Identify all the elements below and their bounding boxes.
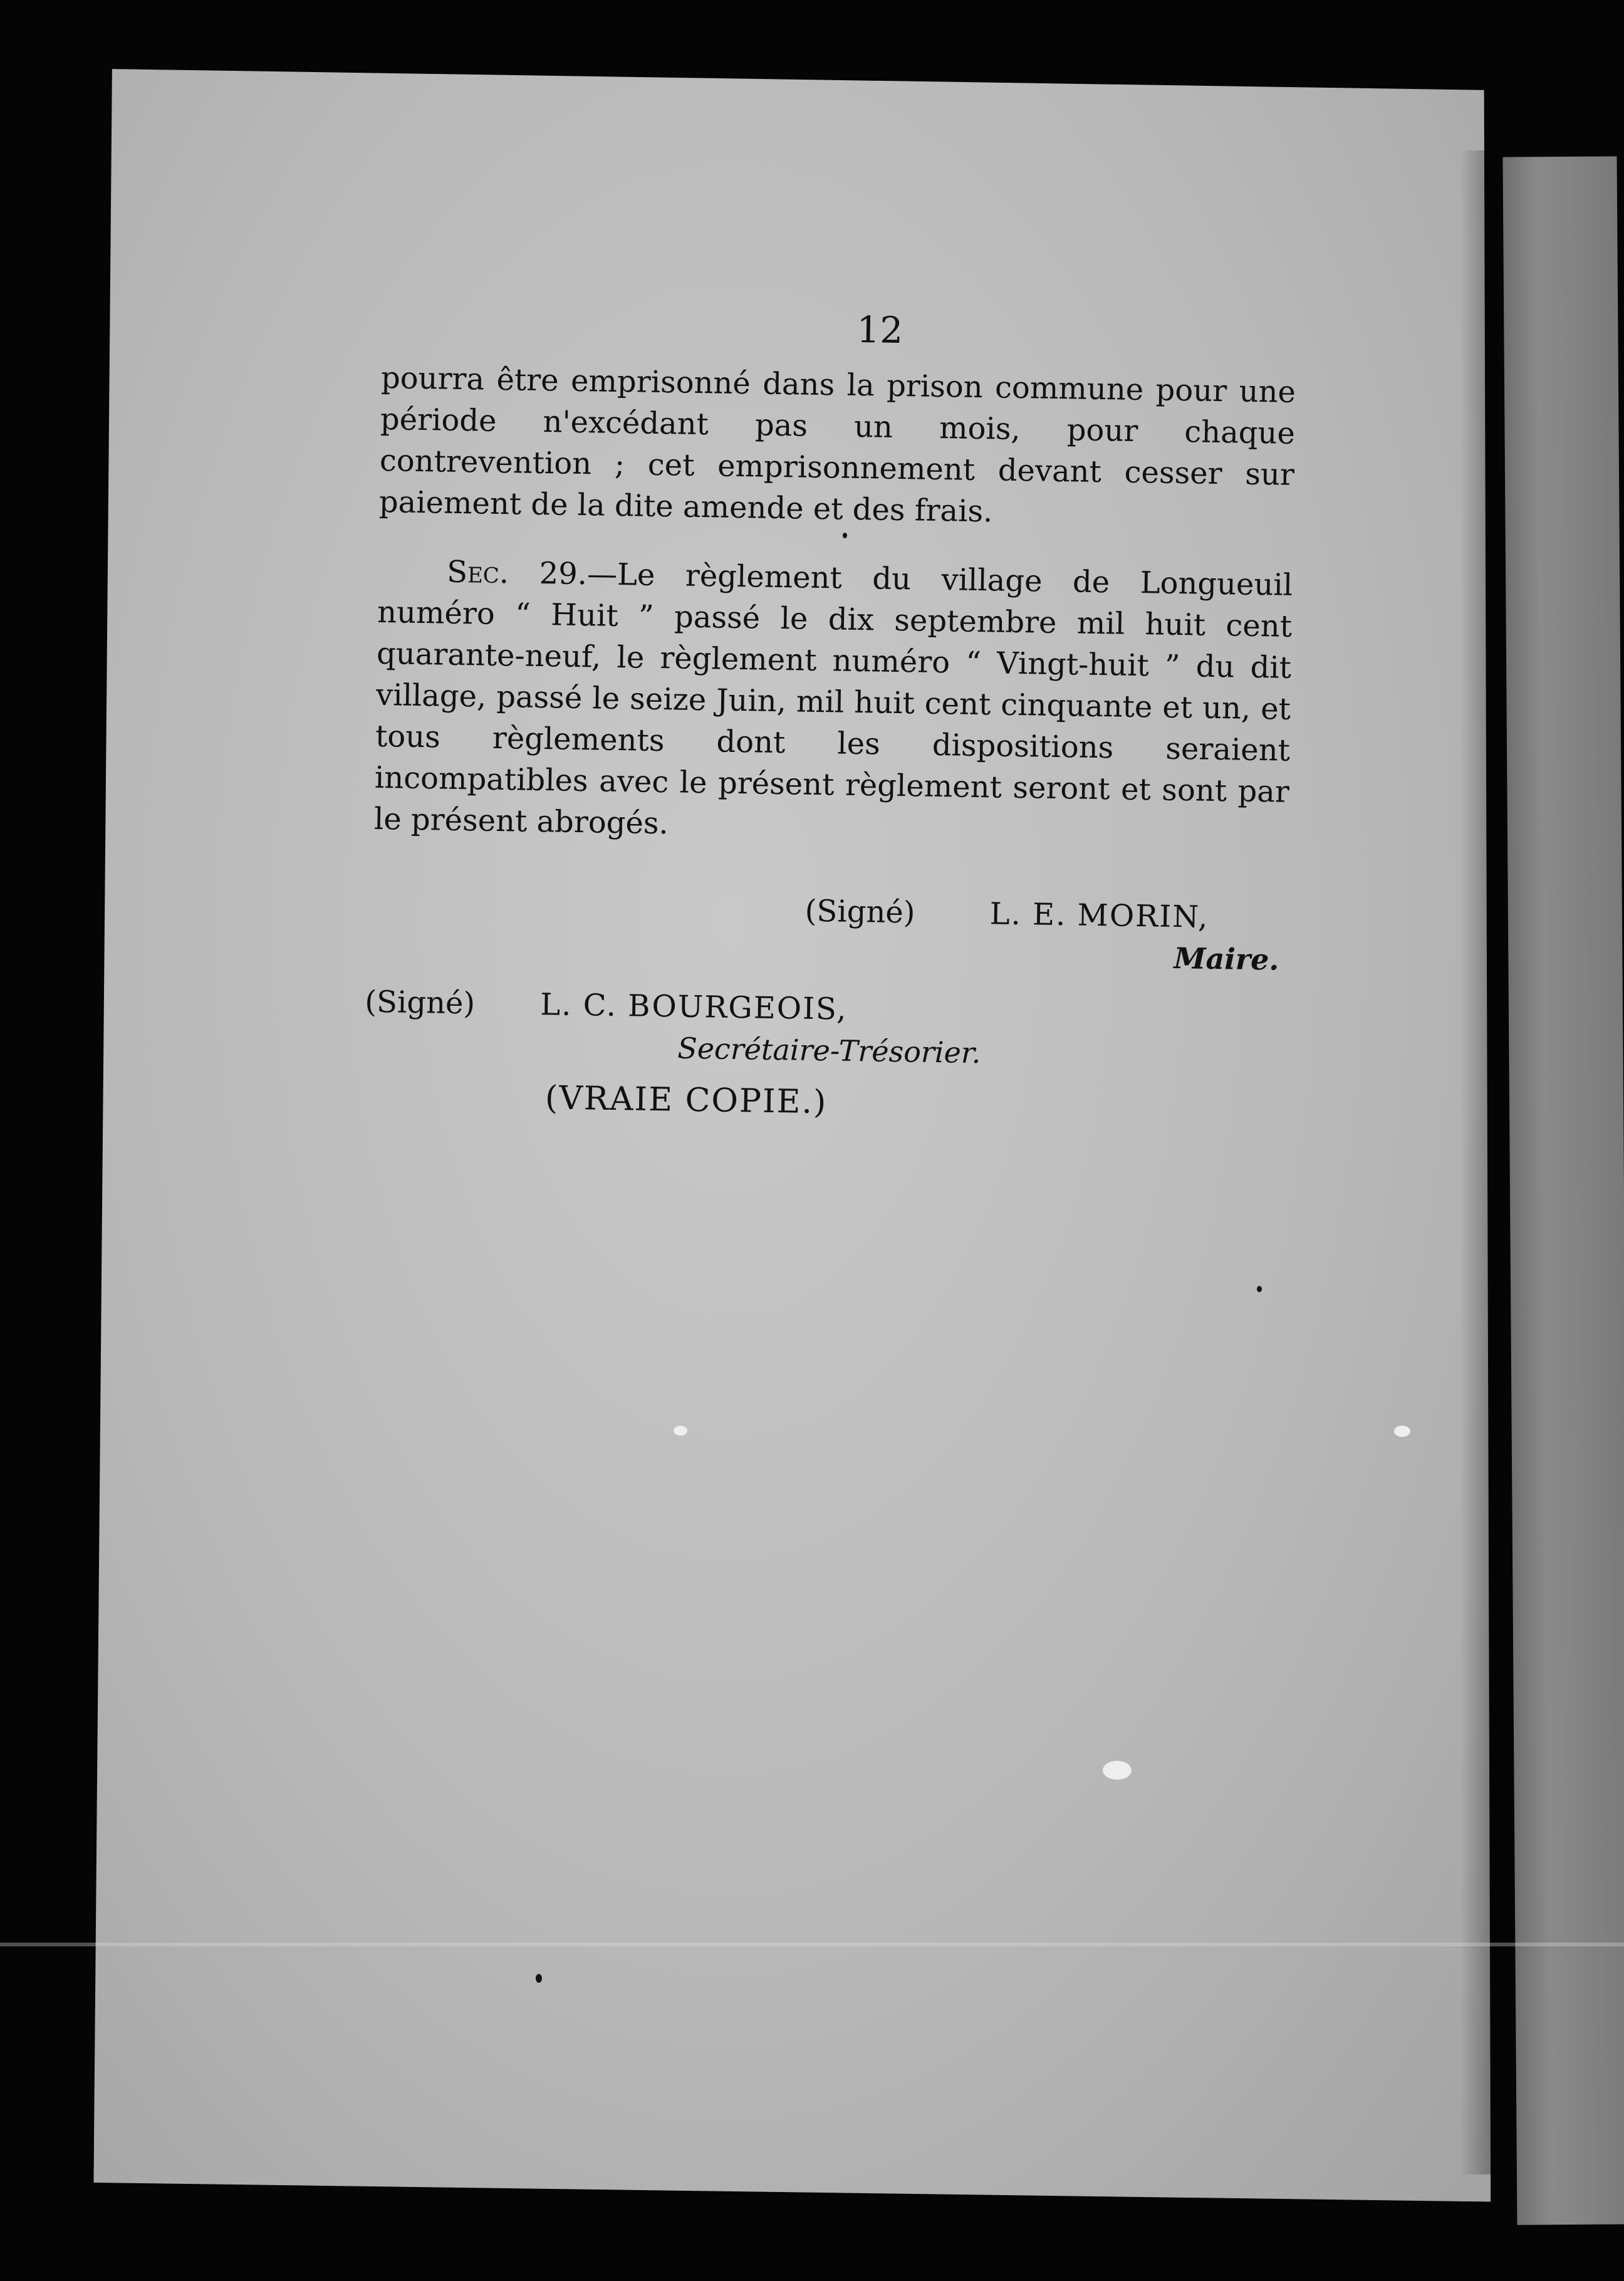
section-29-paragraph: [373, 550, 1293, 854]
paper-speck: [1394, 1426, 1410, 1437]
page-edge-shadow: [1460, 150, 1497, 2174]
paper-speck: [1257, 1286, 1262, 1292]
continuation-paragraph: pourra être emprisonné dans la prison commune pour une période n'excédant pas un mois, pour chaque contrevention ; cet emprisonnement devant cesser sur paiement de la dite amende et des frais.: [378, 360, 1296, 530]
secretary-title: Secrétaire-Trésorier.: [677, 1031, 981, 1070]
scan-artifact-line: [0, 1943, 1624, 1946]
secretary-name: L. C. BOURGEOIS,: [539, 987, 848, 1027]
page-number: 12: [856, 308, 903, 352]
paper-speck: [674, 1426, 687, 1436]
true-copy-certification: (VRAIE COPIE.): [544, 1079, 828, 1122]
mayor-signe-label: (Signé): [804, 893, 915, 931]
mayor-name: L. E. MORIN,: [989, 896, 1209, 935]
adjacent-page-edge: [1502, 156, 1624, 2225]
mayor-title: Maire.: [1174, 941, 1279, 977]
paper-speck: [536, 1974, 542, 1983]
document-body: [364, 301, 1297, 1129]
section-text: —Le règlement du village de Longueuil numéro “ Huit ” passé le dix septembre mil huit cent quarante-neuf, le règlement numéro “ Vingt-huit ” du dit village, passé le seize Juin, mil huit cent cinquante et un, et tous règlements dont les dispositions seraient incompatibles avec le présent règlement seront et sont par le présent abrogés.: [373, 556, 1293, 842]
paper-speck: [1103, 1761, 1132, 1780]
secretary-signe-label: (Signé): [364, 984, 476, 1021]
section-label: Sec. 29.: [446, 554, 588, 592]
